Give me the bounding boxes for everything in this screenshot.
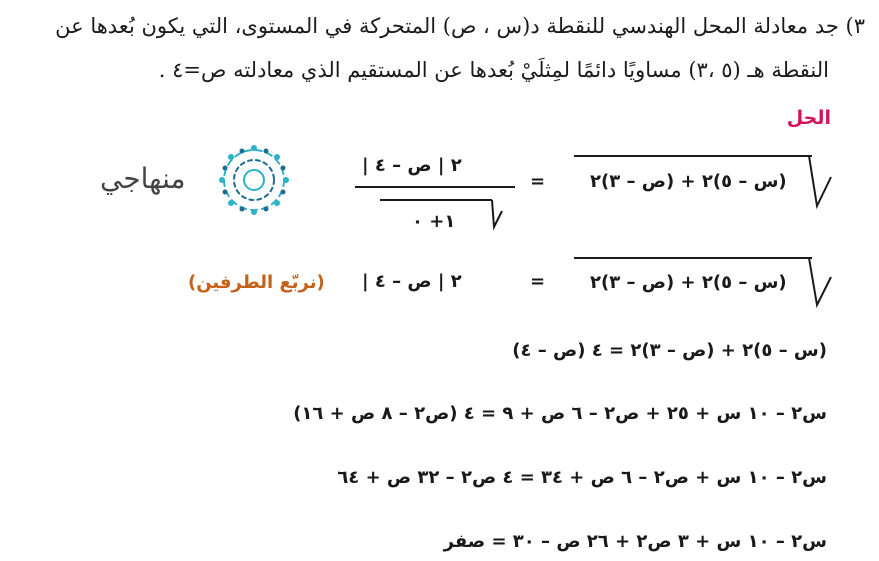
step-6: س٢ – ١٠ س + ٣ ص٢ + ٢٦ ص – ٣٠ = صفر [443,531,827,552]
step2-sqrt-bar [574,257,812,259]
step-5: س٢ – ١٠ س + ص٢ – ٦ ص + ٣٤ = ٤ ص٢ – ٣٢ ص + ٦٤ [337,467,827,488]
step2-radicand: (س – ٥)٢ + (ص – ٣)٢ [590,272,787,293]
solution-label: الحل [786,107,831,129]
step1-sqrt-hook [805,153,835,213]
step1-numerator: ٢ | ص – ٤ | [362,155,462,176]
step1-denominator: ١+ ٠ [412,211,456,232]
step2-rhs: ٢ | ص – ٤ | [362,271,462,292]
logo-emblem-icon [214,140,294,220]
manhaji-logo [100,140,300,220]
denominator-sqrt-hook [486,197,506,241]
question-line-2: النقطة هـ (٥ ،٣) مساويًا دائمًا لمِثلَيْ بُعدها عن المستقيم الذي معادلته ص=٤ . [158,58,829,82]
step2-note: (نربّع الطرفين) [188,272,325,293]
fraction-bar [355,186,515,188]
denominator-sqrt-bar [380,199,492,201]
step1-equals: = [530,171,546,192]
step2-equals: = [530,271,546,292]
step1-radicand: (س – ٥)٢ + (ص – ٣)٢ [590,171,787,192]
step-4: س٢ – ١٠ س + ٢٥ + ص٢ – ٦ ص + ٩ = ٤ (ص٢ – ٨ ص + ١٦) [293,403,827,424]
step-3: (س – ٥)٢ + (ص – ٣)٢ = ٤ (ص – ٤) [512,340,827,361]
logo-text: منهاجي [100,162,186,195]
step1-sqrt-bar [574,155,812,157]
step2-sqrt-hook [805,255,835,315]
question-line-1: ٣) جد معادلة المحل الهندسي للنقطة د(س ، ص) المتحركة في المستوى، التي يكون بُعدها عن [55,14,865,38]
